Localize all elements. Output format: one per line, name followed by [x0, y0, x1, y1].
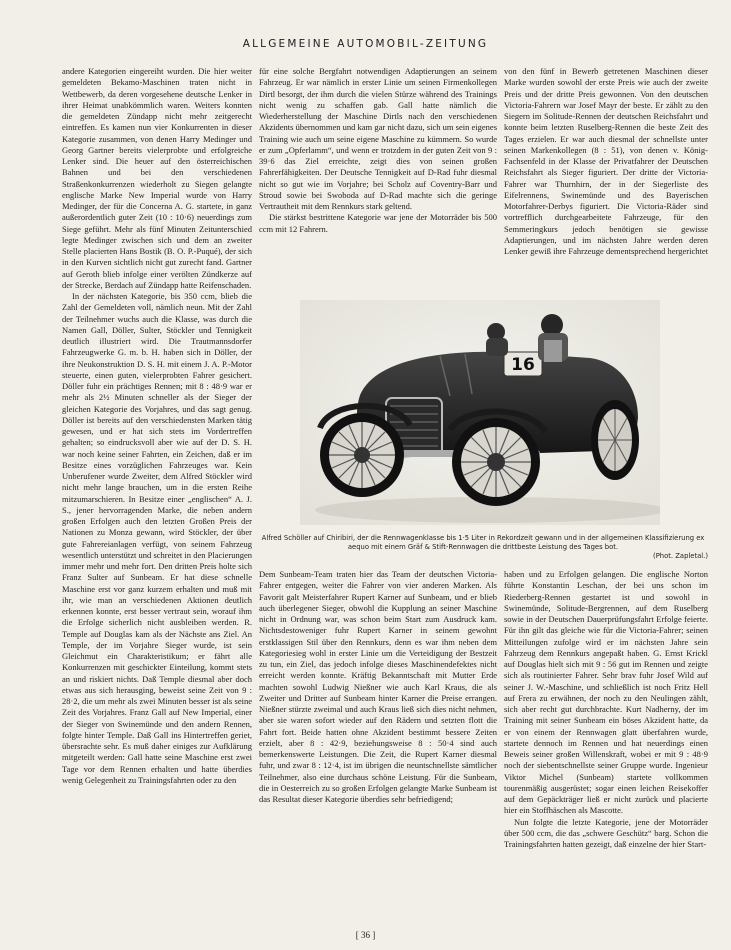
front-wheel-right: [452, 418, 540, 506]
paragraph: für eine solche Bergfahrt notwendigen Adaptierungen an seinem Fahrzeug. Er war nämlich in erster Linie um seinen Firmenkollegen Dirtl besorgt, der ihm durch die vielen Stürze während des Trainings nicht wenig zu schaffen gab. Gall hatte nämlich die Wiederherstellung der Maschine Dirtls nach den verschiedenen Akzidents übernommen und kam gar nicht dazu, sich um sein eigenes Training wie auch um seine eigene Maschine zu kümmern. So wurde er zum „Opferlamm“, und wenn er trotzdem in der guten Zeit von 9 : 39·6 das Ziel erreichte, zeigt dies von seinen großen Fahrerfähigkeiten. Der Deutsche Tennigkeit auf D-Rad fuhr diesmal nicht so gut wie im Vorjahre; bei Scholz auf Coventry-Barr und Stroud sowie bei Swoboda auf D-Rad machte sich die geringe Vertrautheit mit dem Rennkurs stark geltend.: [259, 66, 497, 211]
column-middle-top: [259, 66, 497, 281]
front-wheel-left: [320, 413, 404, 497]
paragraph: Dem Sunbeam-Team traten hier das Team der deutschen Victoria-Fahrer entgegen, weiter die Fahrer von vier anderen Marken. Als Favorit galt Meisterfahrer Rupert Karner auf Sunbeam, und er blieb auch überlegener Sieger, obwohl die Kupplung an seiner Maschine nicht in Ordnung war, was schon beim Start zum Ausdruck kam. Nichtsdestoweniger fuhr Rupert Karner in seinem gewohnt erstklassigen Stil über den Rennkurs, denn es war ihm neben dem Kategoriesieg wohl in erster Linie um die Verteidigung der Bestzeit zu tun, ein Ziel, das jedoch infolge dieses Maschinendefektes nicht erreicht werden konnte. Kräftig Bekanntschaft mit Mutter Erde machten sowohl Ludwig Nießner wie auch Karl Kraus, die als Zweiter und Dritter auf Sunbeam hinter Karner die Preise errangen. Nießner stürzte zweimal und auch Kraus ließ sich dies nicht nehmen, aber sie waren sofort wieder auf den Rädern und setzten flott die Fahrt fort. Beide hatten ohne Akzident bestimmt bessere Zeiten erzielt, aber 8 : 42·9, beziehungsweise 8 : 50·4 sind auch bemerkenswerte Leistungen. Die Zeit, die Rupert Karner diesmal fuhr, und zwar 8 : 12·4, ist im übrigen die neuntschnellste sämtlicher Teilnehmer, also eine durchaus schöne Leistung. Für die Sunbeam, die in Oesterreich zu so großen Erfolgen gelangte Marke Sunbeam ist das Resultat dieser Kategorie überdies sehr befriedigend;: [259, 569, 497, 804]
paragraph: Die stärkst bestrittene Kategorie war jene der Motorräder bis 500 ccm mit 12 Fahrern.: [259, 212, 497, 234]
race-car-photo: [300, 300, 660, 525]
rear-wheel: [591, 400, 639, 480]
journal-header: ALLGEMEINE AUTOMOBIL-ZEITUNG: [242, 38, 489, 50]
caption-text: Alfred Schöller auf Chiribiri, der die Rennwagenklasse bis 1·5 Liter in Rekordzeit gewann und in der allgemeinen Klassifizierung ex aequo mit einem Gräf & Stift-Rennwagen die drittbeste Leistung des Tages bot.: [261, 534, 705, 551]
column-right-top: [504, 66, 708, 281]
paragraph: Nun folgte die letzte Kategorie, jene der Motorräder über 500 ccm, die das „schwere Geschütz“ barg. Schon die Trainingsfahrten hatten gezeigt, daß einzelne der hier Start-: [504, 816, 708, 849]
paragraph: haben und zu Erfolgen gelangen. Die englische Norton führte Konstantin Leschan, der bei uns schon im Riederberg-Rennen gestartet ist und sowohl in Swinemünde, Solitude-Bergrennen, auf dem Ruselberg sowie in der Deutschen Dauerprüfungsfahrt Erfolge feierte. Für ihn gilt das gleiche wie für die Victoria-Fahrer; seinen Mitteilungen zufolge wird er im nächsten Jahre sein Fahrzeug dem Rennkurs angepaßt haben. G. Ernst Krickl auf Douglas hielt sich mit 9 : 56 gut im Rennen und zeigte sich als routinierter Fahrer. Sehr brav fuhr Josef Wild auf seiner J. W.-Maschine, und schließlich ist noch Fritz Hell auf Frera zu erwähnen, der noch zu den Neulingen zählt, sich aber recht gut durchbrachte. Kurt Nadherny, der im Training mit seiner Sunbeam ein böses Akzident hatte, da er von einem der Rennwagen glatt überfahren wurde, startete dennoch im Rennen und hat neuerdings einen Beweis seiner großen Willenskraft, wobei er mit 9 : 48·9 noch der siebentschnellste seiner Gruppe wurde. Ingenieur Viktor Michel (Sunbeam) startete vollkommen tourenmäßig ausgerüstet; sogar einen leichen Reisekoffer auf dem Gepäckträger ließ er nicht zurück und placierte hier ein Stoffhäschen als Mascotte.: [504, 569, 708, 816]
photo-credit: (Phot. Zapletal.): [653, 552, 708, 560]
paragraph: In der nächsten Kategorie, bis 350 ccm, blieb die Zahl der Gemeldeten voll, nämlich neun. Mit der Zahl der Teilnehmer wuchs auch die Klasse, was durch die Namen Gall, Döller, Sulter, Stöckler und Tennigkeit deutlich illustriert wird. Die Trautmannsdorfer Fahrzeugwerke G. m. b. H. haben sich in Döller, der ihre Neukonstruktion D. S. H. mit einem J. A. P.-Motor steuerte, einen guten, vielerprobten Fahrer gesichert. Döller fuhr ein prächtiges Rennen; mit 8 : 48·9 war er mehr als 2½ Minuten schneller als der Sieger der gleichen Kategorie des Vorjahres, und das sagt genug. Döller ist bereits auf den verschiedensten Marken tätig gewesen, und er hat sich stets im Vordertreffen gehalten; so eindrucksvoll aber wie auf der D. S. H. war noch keine seiner Fahrten, ein Zeichen, daß er im Besitze eines vorzüglichen Fahrzeuges war. Kein Unberufener wurde Zweiter, dem Alfred Stöckler wird nicht mehr lange brauchen, um in die ersten Reihe mitzumarschieren. In Besitze einer „englischen“ A. J. S., jener hervorragenden Marke, die neben andern großen Erfolgen auch den letzten Großen Preis der Nationen zu Monza gewann, wird Stöckler, der über gute Fahrereianlagen verfügt, von seinem Fahrzeug wesentlich unterstützt und schreitet in den Placierungen immer mehr und mehr fort. Den dritten Preis holte sich Franz Sulter auf Sunbeam. Er hat diese schnelle Maschine erst vor ganz kurzem erhalten und muß mit ihr, wie man an verschiedenen Aktionen deutlich erkennen konnte, erst besser vertraut sein, worauf ihm die Erfolge sicherlich nicht ausbleiben werden. R. Temple auf Douglas kam als der Nächste ans Ziel. An Temple, der im Vorjahre Sieger wurde, ist sein Gleichmut ein Charakteristikum; er fährt alle Konkurrenzen mit geschickter Einteilung, kommt stets an und riskiert nichts. Daß Temple diesmal aber doch etwas aus sich herausging, beweist seine Zeit von 9 : 28·2, die um mehr als zwei Minuten besser ist als seine Zeit des Vorjahres. Franz Gall auf New Imperial, einer der Sieger von Swinemünde und den andern Rennen, folgte hinter Temple. Daß Gall ins Hintertreffen geriet, übersrachte sehr. Es muß daher einiges zur Aufklärung mitgeteilt werden: Gall hatte seine Maschine erst zwei Tage vor dem Rennen erhalten und hatte überdies wenig Gelegenheit zu Trainingsfahrten oder zu den: [62, 291, 252, 785]
race-car-illustration: [300, 300, 660, 525]
photo-caption: [258, 534, 708, 561]
paragraph: von den fünf in Bewerb getretenen Maschinen dieser Marke wurden sowohl der erste Preis wie auch der zweite Preis und der dritte Preis gewonnen. Von den deutschen Victoria-Fahrern war Josef Mayr der beste. Er zählt zu den Siegern im Solitude-Rennen der deutschen Reichsfahrt und konnte beim letzten Ruselberg-Rennen die beste Zeit des Tages erzielen. Er war auch diesmal der schnellste unter seinen Markenkollegen (8 : 51), von denen v. König-Fachsenfeld in der Klasse der Privatfahrer der Deutschen Reichsfahrt als Sieger figuriert. Der dritte der Victoria-Fahrer war Thurnhirn, der in der Siegerliste des Eifelrennens, Swinemünde und des Bayerischen Motorfahrer-Derbys figuriert. Die Victoria-Räder sind vortrefflich durchgearbeitete Fahrzeuge, für den Semmeringkurs jedoch benötigen sie gewisse Adaptierungen, und im nächsten Jahre werden deren Lenker gewiß ihre Fahrzeuge dementsprechend hergerichtet: [504, 66, 708, 256]
page-number: [ 36 ]: [355, 930, 376, 940]
race-number: 16: [511, 355, 535, 375]
column-middle-bottom: [259, 569, 497, 929]
column-left: [62, 66, 252, 928]
column-right-bottom: [504, 569, 708, 929]
paragraph: andere Kategorien eingereiht wurden. Die hier weiter gemeldeten Bekamo-Maschinen traten nicht in Wettbewerb, da deren vorgesehene deutsche Lenker in ihrer Heimat unabkömmlich waren. Weiters konnten die gemeldeten Zündapp nicht mehr zeitgerecht eintreffen. Es kamen nun vier Konkurrenten in dieser Kategorie zusammen, von denen Harry Medinger und Georg Gartner bereits vielerprobte und erfolgreiche Lenker sind. Die heuer auf den österreichischen Bahnen und bei den verschiedenen Straßenkonkurrenzen wiederholt zu Siegen gelangte englische Marke New Imperial wurde von Harry Medinger, der für die Concerna A. G. startete, in ganz außerordentlich guter Zeit (10 : 10·6) neuerdings zum Siege geführt. Mehr als fünf Minuten Zeitunterschied legte Medinger zwischen sich und dem an zweiter Stelle placierten Hans Bostik (B. O. P.-Puqué), der sich in den Kurven sichtlich nicht gut zurecht fand. Gartner auf Geroth blieb infolge einer verölten Zündkerze auf der Strecke, Berdach auf Zündapp hatte Reifenschaden.: [62, 66, 252, 290]
